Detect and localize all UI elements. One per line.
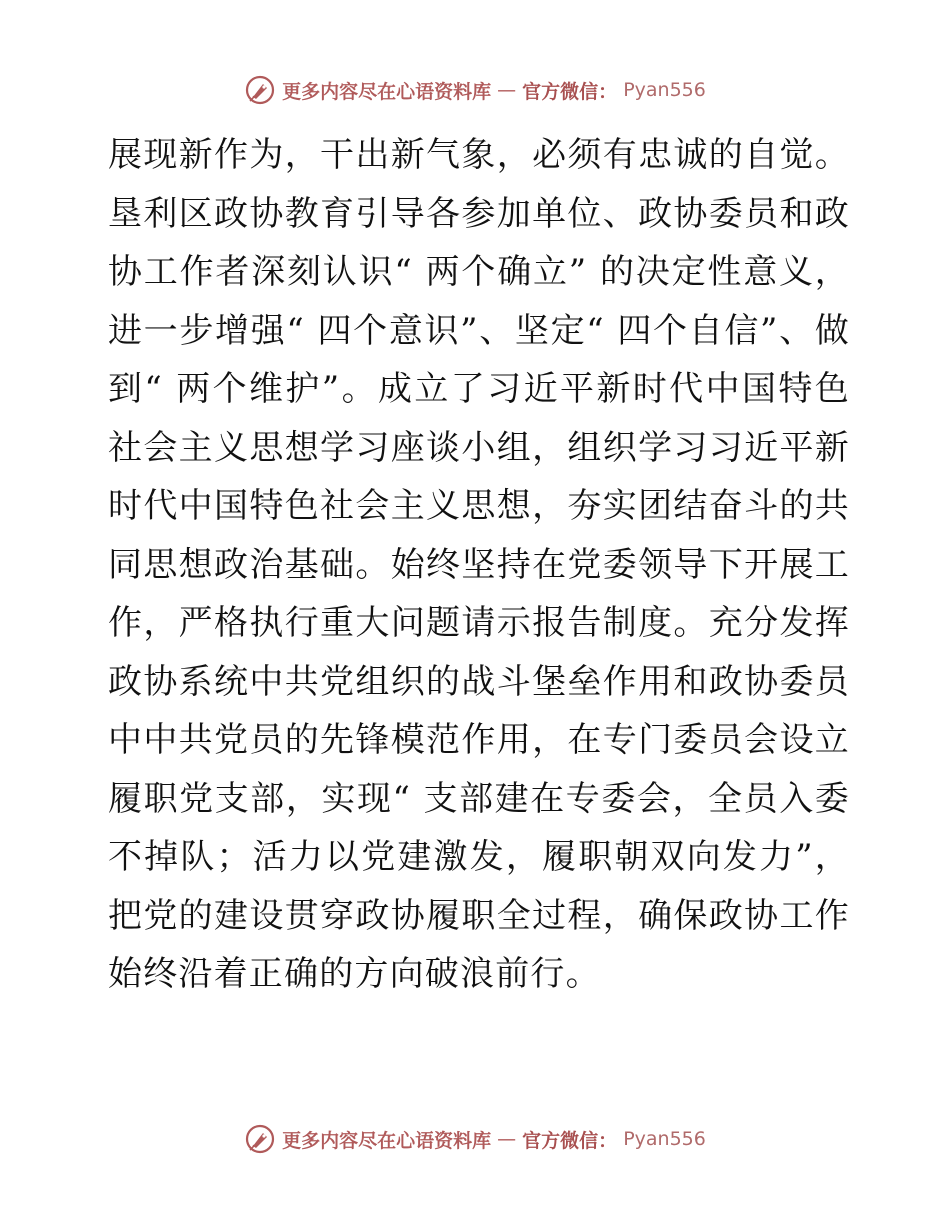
body-paragraph: 展现新作为，干出新气象，必须有忠诚的自觉。垦利区政协教育引导各参加单位、政协委员和政协工作者深刻认识“ 两个确立” 的决定性意义，进一步增强“ 四个意识”、坚定“ 四个自信”、做到“ 两个维护”。成立了习近平新时代中国特色社会主义思想学习座谈小组，组织学习习近平新时代中国特色社会主义思想，夯实团结奋斗的共同思想政治基础。始终坚持在党委领导下开展工作，严格执行重大问题请示报告制度。充分发挥政协系统中共党组织的战斗堡垒作用和政协委员中中共党员的先锋模范作用，在专门委员会设立履职党支部，实现“ 支部建在专委会，全员入委不掉队；活力以党建激发，履职朝双向发力”，把党的建设贯穿政协履职全过程，确保政协工作始终沿着正确的方向破浪前行。 xyxy=(108,135,850,994)
header-watermark xyxy=(0,72,950,108)
pen-nib-circle-icon xyxy=(244,74,276,106)
watermark-official-label: 官方微信： xyxy=(522,1129,618,1152)
document-body xyxy=(100,126,850,1004)
watermark-main-text: 更多内容尽在心语资料库 xyxy=(282,1129,492,1152)
footer-watermark xyxy=(0,1121,950,1157)
watermark-main-text: 更多内容尽在心语资料库 xyxy=(282,80,492,103)
watermark-separator: — xyxy=(497,79,517,101)
watermark-account-id: Pyan556 xyxy=(623,79,706,101)
pen-nib-circle-icon xyxy=(244,1123,276,1155)
watermark-separator: — xyxy=(497,1128,517,1150)
watermark-official-label: 官方微信： xyxy=(522,80,618,103)
watermark-account-id: Pyan556 xyxy=(623,1128,706,1150)
